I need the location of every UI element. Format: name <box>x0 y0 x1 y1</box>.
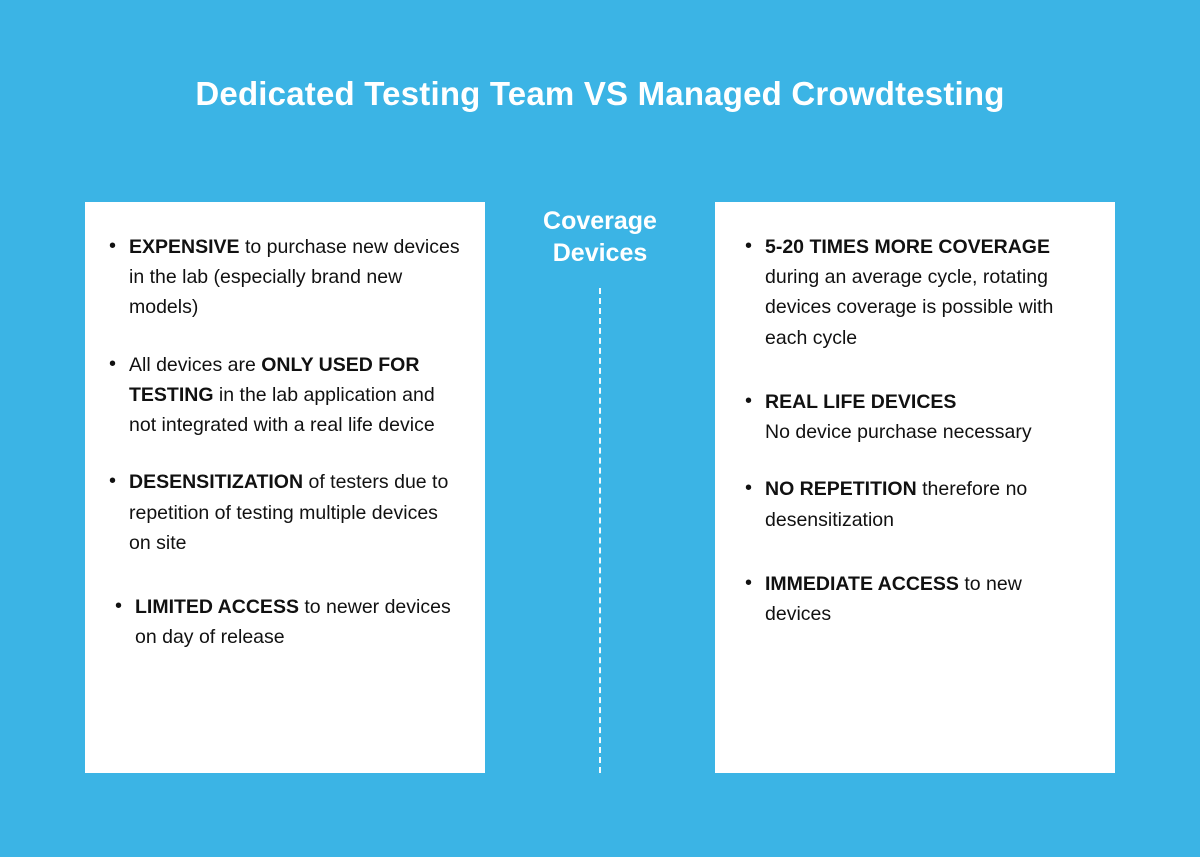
bullet-text: No device purchase necessary <box>765 421 1032 444</box>
bullet-keyword: • REAL LIFE DEVICES <box>765 390 957 413</box>
bullet-keyword: NO REPETITION <box>765 478 917 501</box>
bullet-keyword: IMMEDIATE ACCESS <box>765 572 959 595</box>
list-item <box>739 474 1091 534</box>
right-comparison-panel <box>715 202 1115 773</box>
center-divider-column <box>490 202 710 773</box>
dashed-divider-line <box>599 288 601 773</box>
bullet-text: to purchase new devices in the lab (especially brand new models) <box>129 236 460 319</box>
left-bullet-list <box>103 232 461 652</box>
bullet-lead: All devices are <box>129 353 262 376</box>
list-item <box>103 350 461 441</box>
list-item <box>739 232 1091 353</box>
bullet-keyword: EXPENSIVE <box>129 236 240 258</box>
list-item <box>739 569 1091 629</box>
bullet-keyword: DESENSITIZATION <box>129 471 304 494</box>
bullet-text: to newer devices on day of release <box>135 595 451 649</box>
list-item <box>103 592 461 652</box>
bullet-text: of testers due to repetition of testing multiple devices on site <box>129 471 449 554</box>
bullet-text: in the lab application and not integrated with a real life device <box>129 383 435 437</box>
left-comparison-panel <box>85 202 485 773</box>
center-category-label <box>490 202 710 269</box>
bullet-text: to new devices <box>765 572 1022 625</box>
bullet-keyword: LIMITED ACCESS <box>135 595 299 618</box>
list-item <box>103 467 461 558</box>
center-label-line-1: Coverage <box>543 207 657 235</box>
list-item <box>739 387 1091 447</box>
right-bullet-list <box>739 232 1091 629</box>
bullet-keyword: 5-20 TIMES MORE COVERAGE <box>765 236 1050 258</box>
bullet-text: during an average cycle, rotating devices coverage is possible with each cycle <box>765 266 1054 349</box>
center-label-line-2: Devices <box>552 239 648 267</box>
bullet-keyword: ONLY USED FOR TESTING <box>129 353 420 406</box>
page-title: Dedicated Testing Team VS Managed Crowdtesting <box>195 75 1005 112</box>
list-item <box>103 232 461 323</box>
bullet-text: therefore no desensitization <box>765 478 1028 531</box>
